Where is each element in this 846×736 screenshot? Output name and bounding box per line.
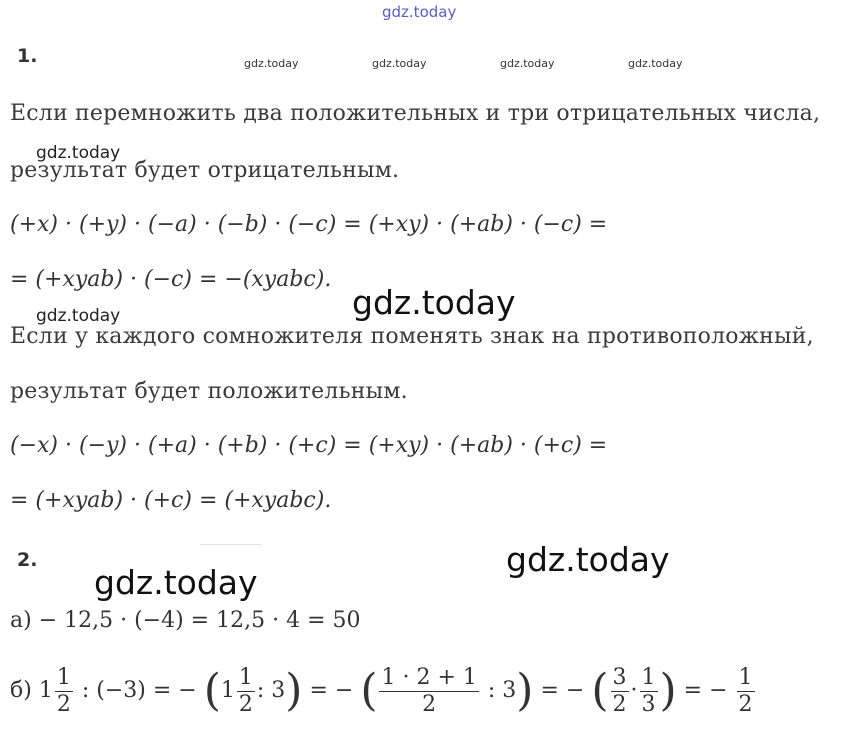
fraction: $\frac{1}{3}$ bbox=[641, 664, 656, 717]
paren-close: ) bbox=[659, 665, 677, 716]
operator: : (−3) = − bbox=[81, 678, 197, 703]
watermark-large: gdz.today bbox=[94, 563, 258, 602]
watermark-medium: gdz.today bbox=[36, 143, 121, 163]
operator: = − bbox=[309, 678, 354, 703]
operator: · bbox=[630, 678, 638, 703]
paragraph-line: результат будет отрицательным. bbox=[10, 158, 400, 183]
paragraph-line: Если у каждого сомножителя поменять знак на противоположный, bbox=[10, 324, 814, 349]
watermark-top: gdz.today bbox=[382, 3, 457, 21]
fraction: $\frac{3}{2}$ bbox=[612, 664, 627, 717]
watermark-large: gdz.today bbox=[352, 283, 516, 322]
mixed-whole: 1 bbox=[220, 678, 235, 703]
equation-line: (−x) · (−y) · (+a) · (+b) · (+c) = (+xy) · (+ab) · (+c) = bbox=[10, 433, 608, 458]
operator: : 3 bbox=[487, 678, 517, 703]
operator: = − bbox=[683, 678, 728, 703]
fraction: $\frac{1}{2}$ bbox=[238, 664, 253, 717]
paragraph-line: Если перемножить два положительных и три отрицательных числа, bbox=[10, 101, 821, 126]
task-number: 2. bbox=[17, 549, 38, 571]
watermark-large: gdz.today bbox=[506, 540, 670, 579]
fraction: $\frac{1}{2}$ bbox=[738, 664, 753, 717]
fraction: $\frac{1}{2}$ bbox=[56, 664, 71, 717]
watermark-medium: gdz.today bbox=[36, 306, 121, 326]
watermark-small: gdz.today bbox=[372, 57, 427, 70]
equation-line: = (+xyab) · (−c) = −(xyabc). bbox=[10, 267, 332, 292]
mixed-whole: 1 bbox=[38, 678, 53, 703]
item-label: а) bbox=[10, 608, 32, 633]
equation-b bbox=[10, 661, 757, 721]
task-number: 1. bbox=[17, 45, 38, 67]
watermark-small: gdz.today bbox=[244, 57, 299, 70]
paren-open: ( bbox=[360, 665, 378, 716]
paragraph-line: результат будет положительным. bbox=[10, 379, 408, 404]
watermark-small: gdz.today bbox=[628, 57, 683, 70]
equation-a bbox=[10, 608, 361, 633]
paren-close: ) bbox=[516, 665, 534, 716]
expression: − 12,5 · (−4) = 12,5 · 4 = 50 bbox=[38, 608, 361, 633]
paren-close: ) bbox=[285, 665, 303, 716]
operator: : 3 bbox=[256, 678, 286, 703]
item-label: б) bbox=[10, 678, 32, 703]
operator: = − bbox=[540, 678, 585, 703]
equation-line: = (+xyab) · (+c) = (+xyabc). bbox=[10, 488, 332, 513]
fraction: $\frac{1 \cdot 2 + 1}{2}$ bbox=[381, 664, 477, 717]
paren-open: ( bbox=[591, 665, 609, 716]
watermark-small: gdz.today bbox=[500, 57, 555, 70]
paren-open: ( bbox=[203, 665, 221, 716]
equation-line: (+x) · (+y) · (−a) · (−b) · (−c) = (+xy) · (+ab) · (−c) = bbox=[10, 212, 608, 237]
divider bbox=[200, 544, 262, 545]
